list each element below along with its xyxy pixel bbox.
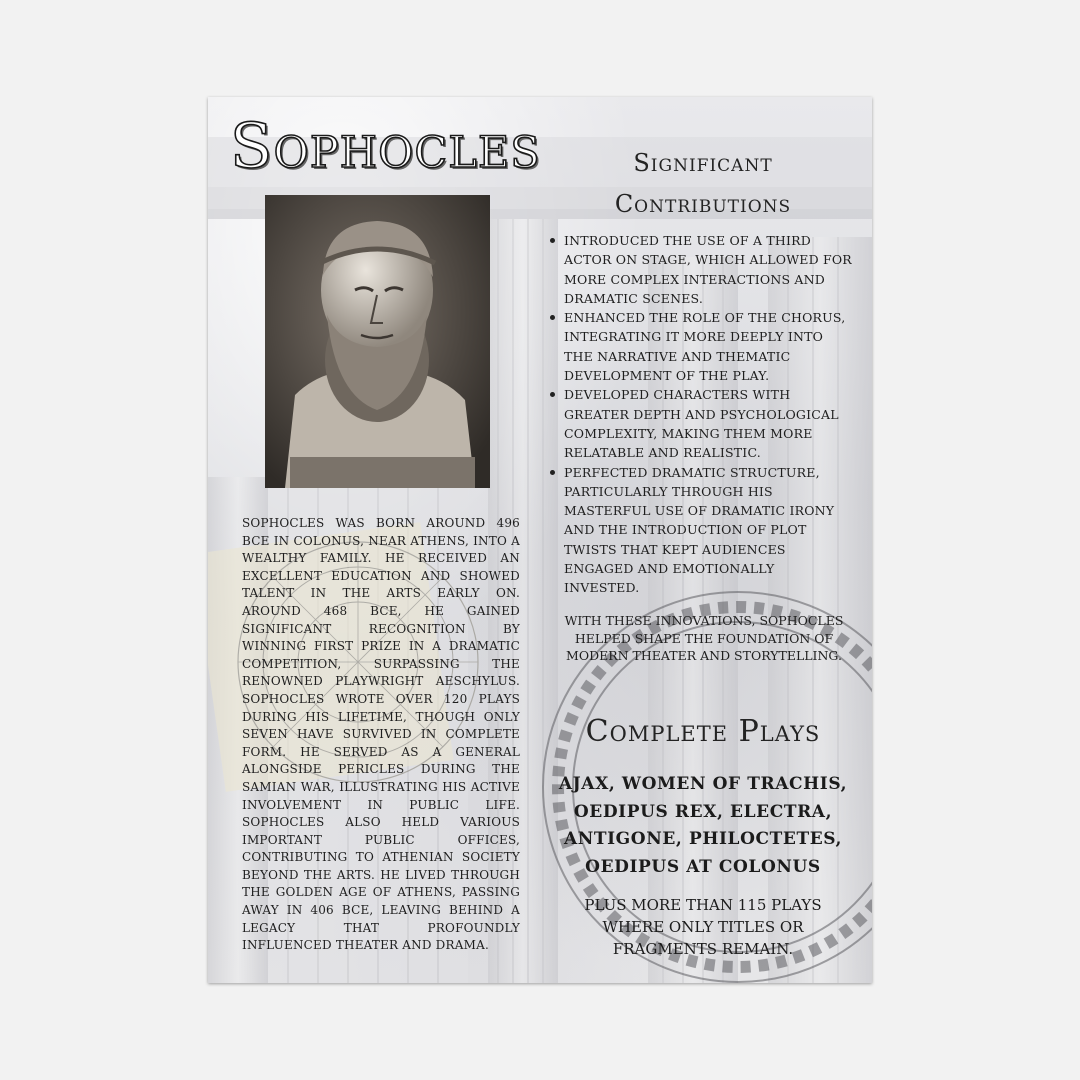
list-item: INTRODUCED THE USE OF A THIRD ACTOR ON STAGE, WHICH ALLOWED FOR MORE COMPLEX INTERACTIONS AND DRAMATIC SCENES. [548,231,854,308]
contributions-closing: WITH THESE INNOVATIONS, SOPHOCLES HELPED SHAPE THE FOUNDATION OF MODERN THEATER AND STORYTELLING. [564,613,844,664]
contributions-heading: Significant Contributions [614,149,792,218]
poster [208,97,872,983]
list-item: PERFECTED DRAMATIC STRUCTURE, PARTICULARLY THROUGH HIS MASTERFUL USE OF DRAMATIC IRONY AND THE INTRODUCTION OF PLOT TWISTS THAT KEPT AUDIENCES ENGAGED AND EMOTIONALLY INVESTED. [548,463,854,598]
list-item: DEVELOPED CHARACTERS WITH GREATER DEPTH AND PSYCHOLOGICAL COMPLEXITY, MAKING THEM MORE RELATABLE AND REALISTIC. [548,385,854,462]
bullet-icon [550,470,555,475]
bullet-icon [550,315,555,320]
bullet-icon [550,238,555,243]
plays-heading: Complete Plays [585,714,821,749]
page-title: Sophocles [230,109,541,182]
sophocles-portrait-icon [265,195,490,488]
plays-note: PLUS MORE THAN 115 PLAYS WHERE ONLY TITLES OR FRAGMENTS REMAIN. [584,896,822,958]
bullet-icon [550,392,555,397]
list-item: ENHANCED THE ROLE OF THE CHORUS, INTEGRATING IT MORE DEEPLY INTO THE NARRATIVE AND THEMATIC DEVELOPMENT OF THE PLAY. [548,308,854,385]
plays-list: AJAX, WOMEN OF TRACHIS, OEDIPUS REX, ELECTRA, ANTIGONE, PHILOCTETES, OEDIPUS AT COLONUS [558,774,848,877]
biography-text: SOPHOCLES WAS BORN AROUND 496 BCE IN COLONUS, NEAR ATHENS, INTO A WEALTHY FAMILY. HE RECEIVED AN EXCELLENT EDUCATION AND SHOWED TALENT IN THE ARTS EARLY ON. AROUND 468 BCE, HE GAINED SIGNIFICANT RECOGNITION BY WINNING FIRST PRIZE IN A DRAMATIC COMPETITION, SURPASSING THE RENOWNED PLAYWRIGHT AESCHYLUS. SOPHOCLES WROTE OVER 120 PLAYS DURING HIS LIFETIME, THOUGH ONLY SEVEN HAVE SURVIVED IN COMPLETE FORM. HE SERVED AS A GENERAL ALONGSIDE PERICLES DURING THE SAMIAN WAR, ILLUSTRATING HIS ACTIVE INVOLVEMENT IN PUBLIC LIFE. SOPHOCLES ALSO HELD VARIOUS IMPORTANT PUBLIC OFFICES, CONTRIBUTING TO ATHENIAN SOCIETY BEYOND THE ARTS. HE LIVED THROUGH THE GOLDEN AGE OF ATHENS, PASSING AWAY IN 406 BCE, LEAVING BEHIND A LEGACY THAT PROFOUNDLY INFLUENCED THEATER AND DRAMA. [242,516,520,953]
contributions-list [548,231,854,598]
